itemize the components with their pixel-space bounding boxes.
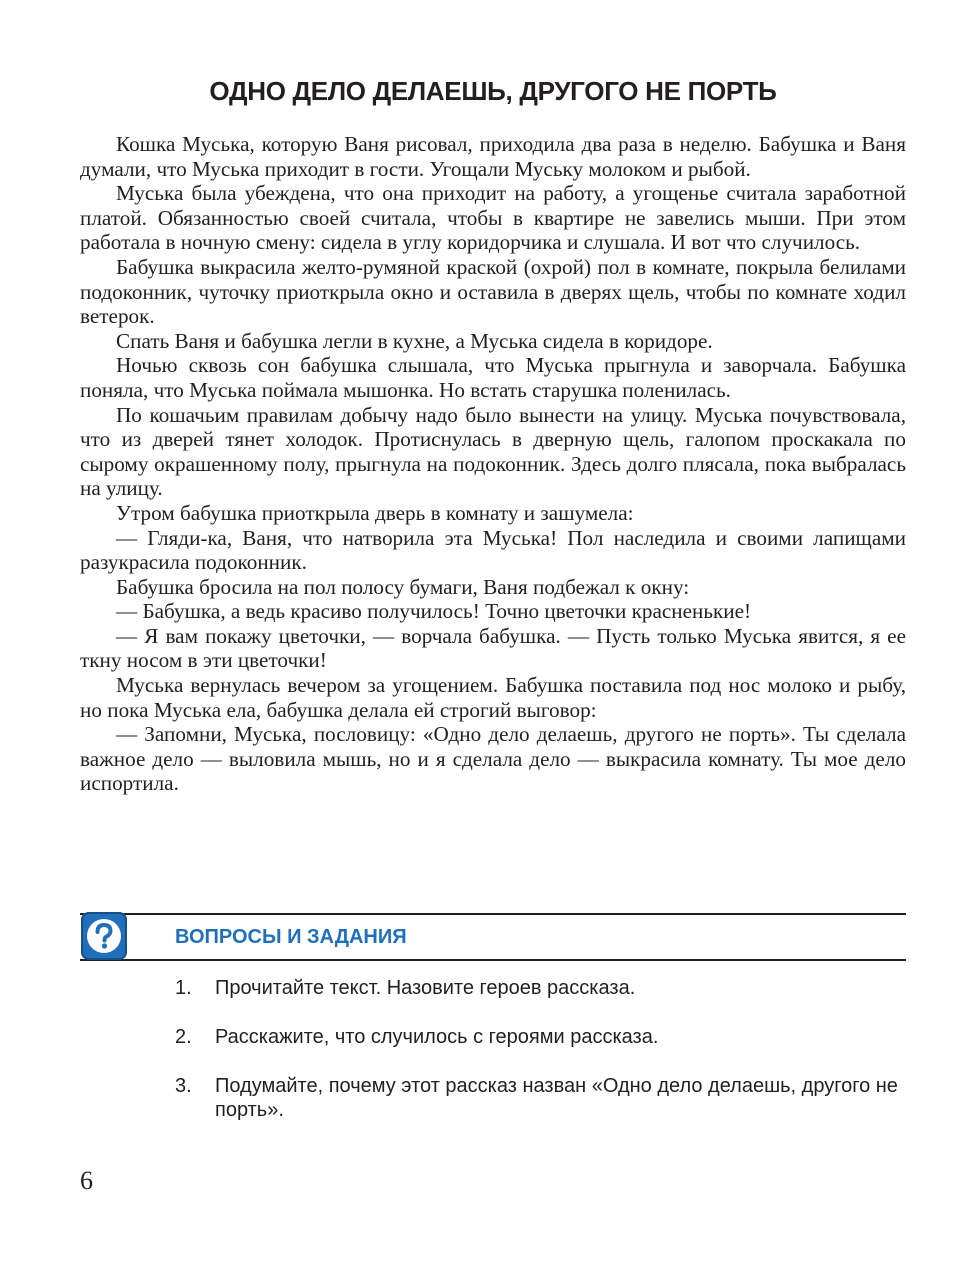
story-text bbox=[80, 132, 906, 796]
questions-top-rule bbox=[80, 913, 906, 915]
page-number: 6 bbox=[80, 1166, 93, 1195]
task-list bbox=[175, 976, 910, 1147]
task-number: 1. bbox=[175, 977, 192, 999]
task-text: Прочитайте текст. Назовите героев рассказа. bbox=[215, 977, 636, 999]
list-item bbox=[175, 1074, 910, 1122]
paragraph: Утром бабушка приоткрыла дверь в комнату и зашумела: bbox=[116, 500, 634, 525]
list-item bbox=[175, 1025, 910, 1049]
paragraph: Спать Ваня и бабушка легли в кухне, а Муська сидела в коридоре. bbox=[116, 328, 713, 353]
task-number: 3. bbox=[175, 1075, 192, 1097]
list-item bbox=[175, 976, 910, 1000]
paragraph: — Гляди-ка, Ваня, что натворила эта Муська! Пол наследила и своими лапищами разукрасила подоконник. bbox=[80, 525, 906, 575]
task-number: 2. bbox=[175, 1026, 192, 1048]
task-text: Расскажите, что случилось с героями рассказа. bbox=[215, 1026, 659, 1048]
paragraph: Кошка Муська, которую Ваня рисовал, приходила два раза в неделю. Бабушка и Ваня думали, что Муська приходит в гости. Угощали Муську молоком и рыбой. bbox=[80, 132, 906, 181]
paragraph: Муська вернулась вечером за угощением. Бабушка поставила под нос молоко и рыбу, но пока Муська ела, бабушка делала ей строгий выговор: bbox=[80, 673, 906, 722]
paragraph: По кошачьим правилам добычу надо было вынести на улицу. Муська почувствовала, что из дверей тянет холодок. Протиснулась в дверную щель, галопом проскакала по сырому окрашенному полу, прыгнула на подоконник. Здесь долго плясала, пока выбралась на улицу. bbox=[80, 402, 906, 501]
paragraph: — Я вам покажу цветочки, — ворчала бабушка. — Пусть только Муська явится, я ее ткну носом в эти цветочки! bbox=[80, 623, 906, 673]
paragraph: Муська была убеждена, что она приходит на работу, а угощенье считала заработной платой. Обязанностью своей считала, чтобы в квартире не завелись мыши. При этом работала в ночную смену: сидела в углу коридорчика и слушала. И вот что случилось. bbox=[80, 181, 906, 255]
paragraph: Бабушка выкрасила желто-румяной краской (охрой) пол в комнате, покрыла белилами подоконник, чуточку приоткрыла окно и оставила в дверях щель, чтобы по комнате ходил ветерок. bbox=[80, 254, 906, 329]
paragraph: — Запомни, Муська, пословицу: «Одно дело делаешь, другого не порть». Ты сделала важное дело — выловила мышь, но и я сделала дело — выкрасила комнату. Ты мое дело испортила. bbox=[80, 722, 906, 796]
page-title: ОДНО ДЕЛО ДЕЛАЕШЬ, ДРУГОГО НЕ ПОРТЬ bbox=[209, 76, 777, 106]
paragraph: Ночью сквозь сон бабушка слышала, что Муська прыгнула и заворчала. Бабушка поняла, что Муська поймала мышонка. Но встать старушка поленилась. bbox=[80, 353, 906, 402]
paragraph: — Бабушка, а ведь красиво получилось! Точно цветочки красненькие! bbox=[116, 599, 752, 624]
questions-bottom-rule bbox=[80, 959, 906, 961]
paragraph: Бабушка бросила на пол полосу бумаги, Ваня подбежал к окну: bbox=[116, 574, 690, 599]
questions-heading: ВОПРОСЫ И ЗАДАНИЯ bbox=[175, 926, 407, 948]
task-text: Подумайте, почему этот рассказ назван «Одно дело делаешь, другого не порть». bbox=[215, 1075, 898, 1121]
question-mark-icon bbox=[81, 912, 127, 960]
